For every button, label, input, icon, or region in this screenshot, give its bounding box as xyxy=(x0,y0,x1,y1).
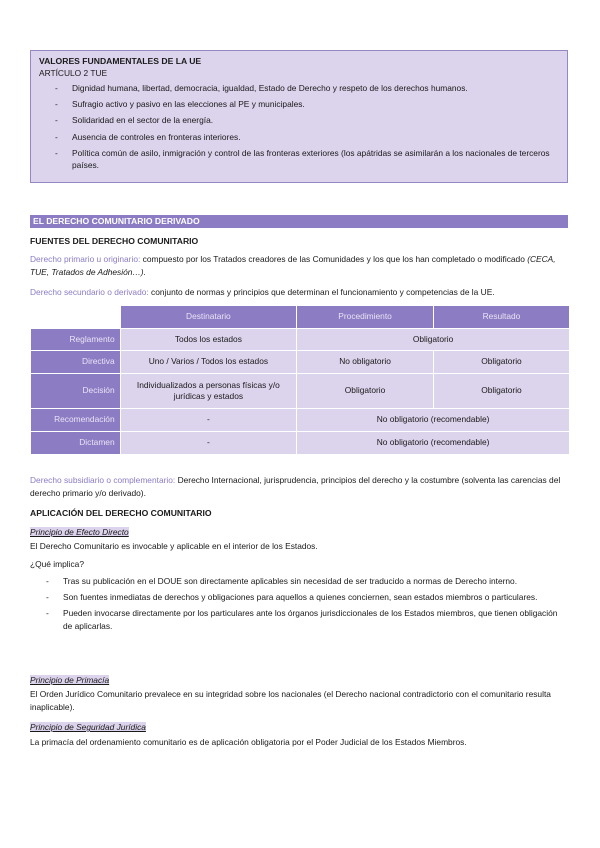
row-label: Reglamento xyxy=(31,329,121,351)
header-procedimiento: Procedimiento xyxy=(297,306,434,329)
primacia-title: Principio de Primacía xyxy=(30,675,110,685)
aplicacion-heading: APLICACIÓN DEL DERECHO COMUNITARIO xyxy=(30,508,212,518)
secundario-lead: Derecho secundario o derivado: xyxy=(30,287,149,297)
table-row xyxy=(31,329,570,351)
values-box-subtitle: ARTÍCULO 2 TUE xyxy=(39,67,108,78)
cell-destinatario: Todos los estados xyxy=(120,329,297,351)
row-label: Recomendación xyxy=(31,409,121,432)
list-item: - Dignidad humana, libertad, democracia, igualdad, Estado de Derecho y respeto de los derechos humanos. xyxy=(39,82,559,95)
table-corner-cell xyxy=(31,306,121,329)
list-item: - Son fuentes inmediatas de derechos y obligaciones para aquellos a quienes conciernen, sean estados miembros o particulares. xyxy=(30,591,558,604)
efecto-title: Principio de Efecto Directo xyxy=(30,527,129,537)
cell-resultado: Obligatorio xyxy=(433,374,569,409)
values-box xyxy=(30,50,568,183)
cell-merged: No obligatorio (recomendable) xyxy=(297,432,570,455)
sources-table xyxy=(30,305,570,455)
table-row xyxy=(31,432,570,455)
row-label: Dictamen xyxy=(31,432,121,455)
primario-italic: (CECA, TUE, Tratados de Adhesión…). xyxy=(30,254,556,277)
subsidiario-paragraph xyxy=(30,474,570,499)
subsidiario-text: Derecho Internacional, jurisprudencia, principios del derecho y la costumbre (solventa las carencias del derecho primario y/o derivado). xyxy=(30,475,561,498)
table-row xyxy=(31,409,570,432)
cell-destinatario: Individualizados a personas físicas y/o jurídicas y estados xyxy=(120,374,297,409)
table-header-row xyxy=(31,306,570,329)
efecto-text: El Derecho Comunitario es invocable y aplicable en el interior de los Estados. xyxy=(30,541,318,551)
seguridad-text: La primacía del ordenamiento comunitario es de aplicación obligatoria por el Poder Judicial de los Estados Miembros. xyxy=(30,737,467,747)
cell-procedimiento: Obligatorio xyxy=(297,374,434,409)
list-item: - Solidaridad en el sector de la energía. xyxy=(39,114,559,127)
list-item: - Ausencia de controles en fronteras interiores. xyxy=(39,131,559,144)
cell-merged: Obligatorio xyxy=(297,329,570,351)
seguridad-title: Principio de Seguridad Jurídica xyxy=(30,722,146,732)
table-row xyxy=(31,351,570,374)
list-item: - Política común de asilo, inmigración y control de las fronteras exteriores (los apátridas se asimilarán a los nacionales de terceros países. xyxy=(39,147,559,172)
efecto-title-line xyxy=(30,526,570,539)
primacia-title-line xyxy=(30,674,570,687)
implica-list xyxy=(30,575,558,636)
section-title-bar: EL DERECHO COMUNITARIO DERIVADO xyxy=(30,215,568,228)
secundario-paragraph xyxy=(30,286,570,299)
primacia-text: El Orden Jurídico Comunitario prevalece en su integridad sobre los nacionales (el Derecho nacional contradictorio con el comunitario resulta inaplicable). xyxy=(30,689,551,712)
primario-text: compuesto por los Tratados creadores de las Comunidades y los que los han completado o modificado xyxy=(140,254,528,264)
row-label: Decisión xyxy=(31,374,121,409)
values-list xyxy=(39,82,559,172)
cell-destinatario: - xyxy=(120,432,297,455)
list-item: - Tras su publicación en el DOUE son directamente aplicables sin necesidad de ser traducido a normas de Derecho interno. xyxy=(30,575,558,588)
subsidiario-lead: Derecho subsidiario o complementario: xyxy=(30,475,176,485)
seguridad-title-line xyxy=(30,721,570,734)
cell-destinatario: - xyxy=(120,409,297,432)
values-box-title: VALORES FUNDAMENTALES DE LA UE xyxy=(39,56,202,66)
header-destinatario: Destinatario xyxy=(120,306,297,329)
list-item: - Sufragio activo y pasivo en las elecciones al PE y municipales. xyxy=(39,98,559,111)
cell-procedimiento: No obligatorio xyxy=(297,351,434,374)
header-resultado: Resultado xyxy=(433,306,569,329)
implica-question: ¿Qué implica? xyxy=(30,559,84,569)
row-label: Directiva xyxy=(31,351,121,374)
list-item: - Pueden invocarse directamente por los particulares ante los órganos jurisdiccionales de los Estados miembros, que tienen obligación de aplicarlas. xyxy=(30,607,558,632)
table-row xyxy=(31,374,570,409)
cell-destinatario: Uno / Varios / Todos los estados xyxy=(120,351,297,374)
fuentes-heading: FUENTES DEL DERECHO COMUNITARIO xyxy=(30,236,199,246)
secundario-text: conjunto de normas y principios que determinan el funcionamiento y competencias de la UE. xyxy=(148,287,495,297)
cell-resultado: Obligatorio xyxy=(433,351,569,374)
primario-lead: Derecho primario u originario: xyxy=(30,254,141,264)
primario-paragraph xyxy=(30,253,570,278)
cell-merged: No obligatorio (recomendable) xyxy=(297,409,570,432)
